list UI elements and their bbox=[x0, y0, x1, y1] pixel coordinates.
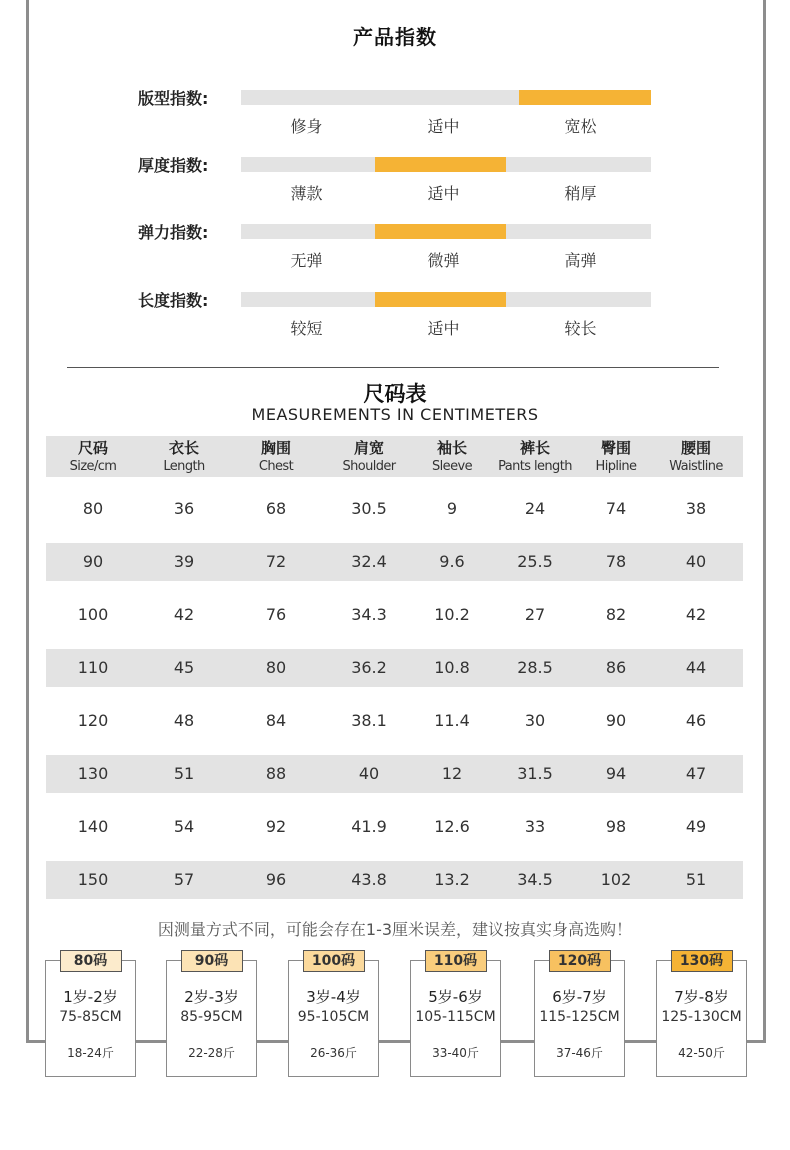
table-cell: 41.9 bbox=[351, 817, 387, 836]
index-option: 较短 bbox=[290, 319, 323, 338]
age-label: 5岁-6岁 bbox=[428, 988, 483, 1006]
size-badge: 80码 bbox=[60, 950, 122, 972]
age-size-card bbox=[656, 953, 747, 1077]
table-header-cell bbox=[490, 439, 580, 475]
table-row bbox=[46, 755, 743, 793]
size-badge: 130码 bbox=[671, 950, 733, 972]
table-cell: 76 bbox=[265, 605, 287, 624]
table-cell: 10.2 bbox=[434, 605, 470, 624]
table-cell: 28.5 bbox=[517, 658, 553, 677]
table-cell: 38.1 bbox=[351, 711, 387, 730]
table-row bbox=[46, 596, 743, 634]
header-en-label: Size/cm bbox=[69, 459, 117, 474]
table-cell: 30.5 bbox=[351, 499, 387, 518]
size-chart-title: 尺码表 bbox=[363, 382, 427, 406]
table-cell: 47 bbox=[685, 764, 707, 783]
age-label: 2岁-3岁 bbox=[184, 988, 239, 1006]
table-cell: 57 bbox=[173, 870, 195, 889]
table-cell: 31.5 bbox=[517, 764, 553, 783]
index-row bbox=[0, 157, 790, 217]
header-zh-label: 裤长 bbox=[519, 439, 550, 457]
table-cell: 36.2 bbox=[351, 658, 387, 677]
table-cell: 100 bbox=[77, 605, 109, 624]
table-cell: 84 bbox=[265, 711, 287, 730]
table-header-cell bbox=[651, 439, 741, 475]
table-cell: 68 bbox=[265, 499, 287, 518]
header-zh-label: 袖长 bbox=[436, 439, 467, 457]
index-option: 高弹 bbox=[564, 251, 597, 270]
table-cell: 9.6 bbox=[439, 552, 465, 571]
index-bar-selected bbox=[375, 157, 506, 172]
table-cell: 13.2 bbox=[434, 870, 470, 889]
table-cell: 110 bbox=[77, 658, 109, 677]
table-cell: 38 bbox=[685, 499, 707, 518]
index-bar-track bbox=[241, 292, 651, 307]
header-zh-label: 尺码 bbox=[77, 439, 108, 457]
table-cell: 46 bbox=[685, 711, 707, 730]
table-cell: 12 bbox=[441, 764, 463, 783]
index-option: 适中 bbox=[427, 319, 460, 338]
frame-bottom-line bbox=[26, 1040, 766, 1043]
table-row bbox=[46, 702, 743, 740]
table-cell: 86 bbox=[605, 658, 627, 677]
age-size-card bbox=[410, 953, 501, 1077]
age-size-card bbox=[166, 953, 257, 1077]
table-cell: 44 bbox=[685, 658, 707, 677]
age-size-card bbox=[288, 953, 379, 1077]
index-row bbox=[0, 224, 790, 284]
table-cell: 150 bbox=[77, 870, 109, 889]
size-badge: 90码 bbox=[181, 950, 243, 972]
size-badge: 110码 bbox=[425, 950, 487, 972]
size-table-header bbox=[46, 436, 743, 477]
header-zh-label: 腰围 bbox=[680, 439, 711, 457]
header-en-label: Hipline bbox=[595, 459, 637, 474]
table-cell: 54 bbox=[173, 817, 195, 836]
index-option: 适中 bbox=[427, 184, 460, 203]
height-range: 125-130CM bbox=[661, 1009, 742, 1025]
index-row bbox=[0, 292, 790, 352]
size-badge: 100码 bbox=[303, 950, 365, 972]
table-cell: 51 bbox=[173, 764, 195, 783]
index-bar-selected bbox=[519, 90, 651, 105]
index-row bbox=[0, 90, 790, 150]
table-cell: 36 bbox=[173, 499, 195, 518]
header-zh-label: 肩宽 bbox=[353, 439, 384, 457]
table-row bbox=[46, 649, 743, 687]
table-row bbox=[46, 861, 743, 899]
table-cell: 80 bbox=[265, 658, 287, 677]
index-label: 长度指数: bbox=[138, 291, 209, 310]
table-cell: 42 bbox=[173, 605, 195, 624]
age-label: 3岁-4岁 bbox=[306, 988, 361, 1006]
weight-range: 26-36斤 bbox=[310, 1046, 357, 1060]
table-header-cell bbox=[231, 439, 321, 475]
table-cell: 90 bbox=[605, 711, 627, 730]
table-cell: 34.3 bbox=[351, 605, 387, 624]
table-cell: 94 bbox=[605, 764, 627, 783]
header-zh-label: 衣长 bbox=[168, 439, 199, 457]
index-label: 弹力指数: bbox=[138, 223, 209, 242]
index-bar-selected bbox=[375, 224, 506, 239]
table-cell: 40 bbox=[358, 764, 380, 783]
table-cell: 42 bbox=[685, 605, 707, 624]
weight-range: 22-28斤 bbox=[188, 1046, 235, 1060]
table-cell: 49 bbox=[685, 817, 707, 836]
table-cell: 78 bbox=[605, 552, 627, 571]
index-option: 稍厚 bbox=[564, 184, 597, 203]
table-row bbox=[46, 543, 743, 581]
table-cell: 102 bbox=[600, 870, 632, 889]
table-cell: 32.4 bbox=[351, 552, 387, 571]
table-cell: 80 bbox=[82, 499, 104, 518]
table-header-cell bbox=[407, 439, 497, 475]
age-label: 1岁-2岁 bbox=[63, 988, 118, 1006]
table-cell: 82 bbox=[605, 605, 627, 624]
table-cell: 74 bbox=[605, 499, 627, 518]
index-option: 适中 bbox=[427, 117, 460, 136]
table-cell: 96 bbox=[265, 870, 287, 889]
header-en-label: Pants length bbox=[498, 459, 572, 474]
table-cell: 10.8 bbox=[434, 658, 470, 677]
weight-range: 42-50斤 bbox=[678, 1046, 725, 1060]
index-bar-track bbox=[241, 90, 651, 105]
index-option: 宽松 bbox=[564, 117, 597, 136]
header-en-label: Shoulder bbox=[342, 459, 396, 474]
height-range: 85-95CM bbox=[180, 1009, 243, 1025]
table-row bbox=[46, 808, 743, 846]
height-range: 115-125CM bbox=[539, 1009, 620, 1025]
table-row bbox=[46, 490, 743, 528]
height-range: 75-85CM bbox=[59, 1009, 122, 1025]
table-cell: 51 bbox=[685, 870, 707, 889]
table-cell: 92 bbox=[265, 817, 287, 836]
age-size-card bbox=[534, 953, 625, 1077]
measurement-note: 因测量方式不同，可能会存在1-3厘米误差，建议按真实身高选购！ bbox=[157, 920, 633, 939]
size-chart-subtitle: MEASUREMENTS IN CENTIMETERS bbox=[251, 405, 539, 424]
table-cell: 39 bbox=[173, 552, 195, 571]
table-cell: 88 bbox=[265, 764, 287, 783]
index-option: 修身 bbox=[290, 117, 323, 136]
table-header-cell bbox=[139, 439, 229, 475]
index-bar-selected bbox=[375, 292, 506, 307]
table-header-cell bbox=[571, 439, 661, 475]
table-cell: 43.8 bbox=[351, 870, 387, 889]
table-cell: 90 bbox=[82, 552, 104, 571]
height-range: 95-105CM bbox=[297, 1009, 370, 1025]
index-bar-track bbox=[241, 224, 651, 239]
section-divider bbox=[67, 367, 719, 368]
index-option: 无弹 bbox=[290, 251, 323, 270]
index-label: 厚度指数: bbox=[138, 156, 209, 175]
height-range: 105-115CM bbox=[415, 1009, 496, 1025]
table-cell: 40 bbox=[685, 552, 707, 571]
table-cell: 24 bbox=[524, 499, 546, 518]
table-cell: 72 bbox=[265, 552, 287, 571]
size-badge: 120码 bbox=[549, 950, 611, 972]
index-option: 微弹 bbox=[427, 251, 460, 270]
table-cell: 30 bbox=[524, 711, 546, 730]
header-en-label: Sleeve bbox=[432, 459, 472, 474]
header-zh-label: 臀围 bbox=[600, 439, 631, 457]
table-cell: 48 bbox=[173, 711, 195, 730]
table-cell: 11.4 bbox=[434, 711, 470, 730]
header-zh-label: 胸围 bbox=[260, 439, 291, 457]
table-header-cell bbox=[48, 439, 138, 475]
index-option: 薄款 bbox=[290, 184, 323, 203]
table-cell: 140 bbox=[77, 817, 109, 836]
age-size-card bbox=[45, 953, 136, 1077]
index-label: 版型指数: bbox=[138, 89, 209, 108]
table-cell: 27 bbox=[524, 605, 546, 624]
header-en-label: Length bbox=[163, 459, 205, 474]
table-cell: 34.5 bbox=[517, 870, 553, 889]
age-label: 6岁-7岁 bbox=[552, 988, 607, 1006]
header-en-label: Chest bbox=[258, 459, 294, 474]
table-cell: 120 bbox=[77, 711, 109, 730]
table-cell: 33 bbox=[524, 817, 546, 836]
weight-range: 37-46斤 bbox=[556, 1046, 603, 1060]
table-cell: 25.5 bbox=[517, 552, 553, 571]
age-label: 7岁-8岁 bbox=[674, 988, 729, 1006]
table-cell: 9 bbox=[446, 499, 458, 518]
table-cell: 45 bbox=[173, 658, 195, 677]
index-bar-track bbox=[241, 157, 651, 172]
index-option: 较长 bbox=[564, 319, 597, 338]
product-index-title: 产品指数 bbox=[353, 25, 437, 49]
table-header-cell bbox=[324, 439, 414, 475]
table-cell: 98 bbox=[605, 817, 627, 836]
table-cell: 12.6 bbox=[434, 817, 470, 836]
table-cell: 130 bbox=[77, 764, 109, 783]
weight-range: 18-24斤 bbox=[67, 1046, 114, 1060]
weight-range: 33-40斤 bbox=[432, 1046, 479, 1060]
header-en-label: Waistline bbox=[669, 459, 723, 474]
